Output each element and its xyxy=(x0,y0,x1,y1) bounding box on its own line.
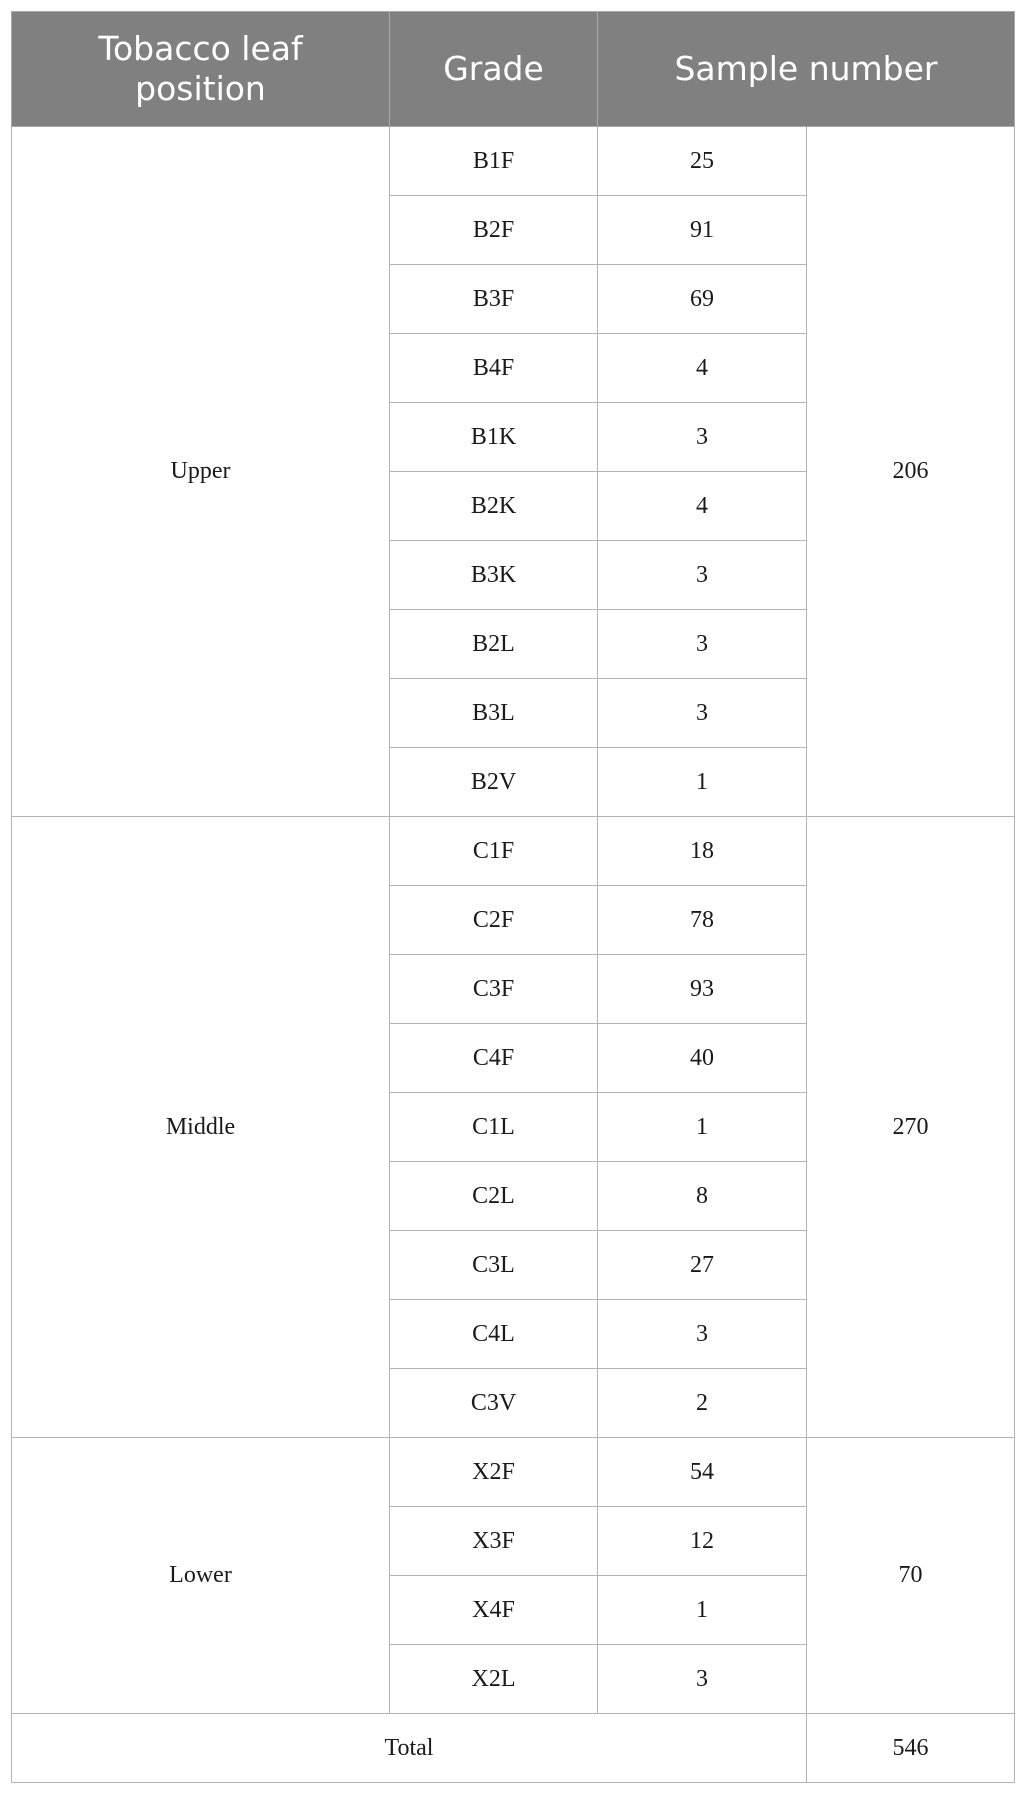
subtotal-cell: 270 xyxy=(807,817,1015,1438)
total-label: Total xyxy=(12,1714,807,1783)
grade-cell: B2K xyxy=(390,472,598,541)
sample-count-cell: 25 xyxy=(598,127,807,196)
sample-count-cell: 1 xyxy=(598,1093,807,1162)
subtotal-cell: 70 xyxy=(807,1438,1015,1714)
table-body xyxy=(12,127,1015,1783)
sample-count-cell: 93 xyxy=(598,955,807,1024)
grade-cell: C4F xyxy=(390,1024,598,1093)
grade-cell: B1F xyxy=(390,127,598,196)
header-sample-number: Sample number xyxy=(598,12,1015,127)
grade-cell: B2L xyxy=(390,610,598,679)
sample-table-container xyxy=(11,11,1014,1783)
sample-count-cell: 3 xyxy=(598,541,807,610)
sample-count-cell: 40 xyxy=(598,1024,807,1093)
sample-count-cell: 78 xyxy=(598,886,807,955)
position-cell: Upper xyxy=(12,127,390,817)
grade-cell: C2L xyxy=(390,1162,598,1231)
table-row xyxy=(12,1438,1015,1507)
grade-cell: C3V xyxy=(390,1369,598,1438)
grade-cell: C1L xyxy=(390,1093,598,1162)
subtotal-cell: 206 xyxy=(807,127,1015,817)
header-row xyxy=(12,12,1015,127)
sample-count-cell: 3 xyxy=(598,610,807,679)
grade-cell: C4L xyxy=(390,1300,598,1369)
sample-count-cell: 12 xyxy=(598,1507,807,1576)
grade-cell: B4F xyxy=(390,334,598,403)
sample-count-cell: 18 xyxy=(598,817,807,886)
grade-cell: X2L xyxy=(390,1645,598,1714)
position-cell: Lower xyxy=(12,1438,390,1714)
sample-count-cell: 8 xyxy=(598,1162,807,1231)
sample-count-cell: 3 xyxy=(598,1300,807,1369)
sample-count-cell: 27 xyxy=(598,1231,807,1300)
grade-cell: C3L xyxy=(390,1231,598,1300)
sample-count-cell: 3 xyxy=(598,679,807,748)
grade-cell: B2F xyxy=(390,196,598,265)
sample-count-cell: 54 xyxy=(598,1438,807,1507)
sample-count-cell: 1 xyxy=(598,1576,807,1645)
grade-cell: C2F xyxy=(390,886,598,955)
grade-cell: B2V xyxy=(390,748,598,817)
sample-count-cell: 3 xyxy=(598,1645,807,1714)
sample-count-cell: 91 xyxy=(598,196,807,265)
grade-cell: B3F xyxy=(390,265,598,334)
grade-cell: X3F xyxy=(390,1507,598,1576)
sample-count-cell: 2 xyxy=(598,1369,807,1438)
total-row xyxy=(12,1714,1015,1783)
header-grade: Grade xyxy=(390,12,598,127)
sample-count-cell: 4 xyxy=(598,472,807,541)
grade-cell: C3F xyxy=(390,955,598,1024)
sample-table xyxy=(11,11,1015,1783)
header-position: Tobacco leaf position xyxy=(12,12,390,127)
total-value: 546 xyxy=(807,1714,1015,1783)
position-cell: Middle xyxy=(12,817,390,1438)
sample-count-cell: 1 xyxy=(598,748,807,817)
grade-cell: C1F xyxy=(390,817,598,886)
table-row xyxy=(12,127,1015,196)
table-row xyxy=(12,817,1015,886)
grade-cell: B3K xyxy=(390,541,598,610)
sample-count-cell: 3 xyxy=(598,403,807,472)
grade-cell: X2F xyxy=(390,1438,598,1507)
sample-count-cell: 69 xyxy=(598,265,807,334)
grade-cell: X4F xyxy=(390,1576,598,1645)
grade-cell: B3L xyxy=(390,679,598,748)
grade-cell: B1K xyxy=(390,403,598,472)
sample-count-cell: 4 xyxy=(598,334,807,403)
